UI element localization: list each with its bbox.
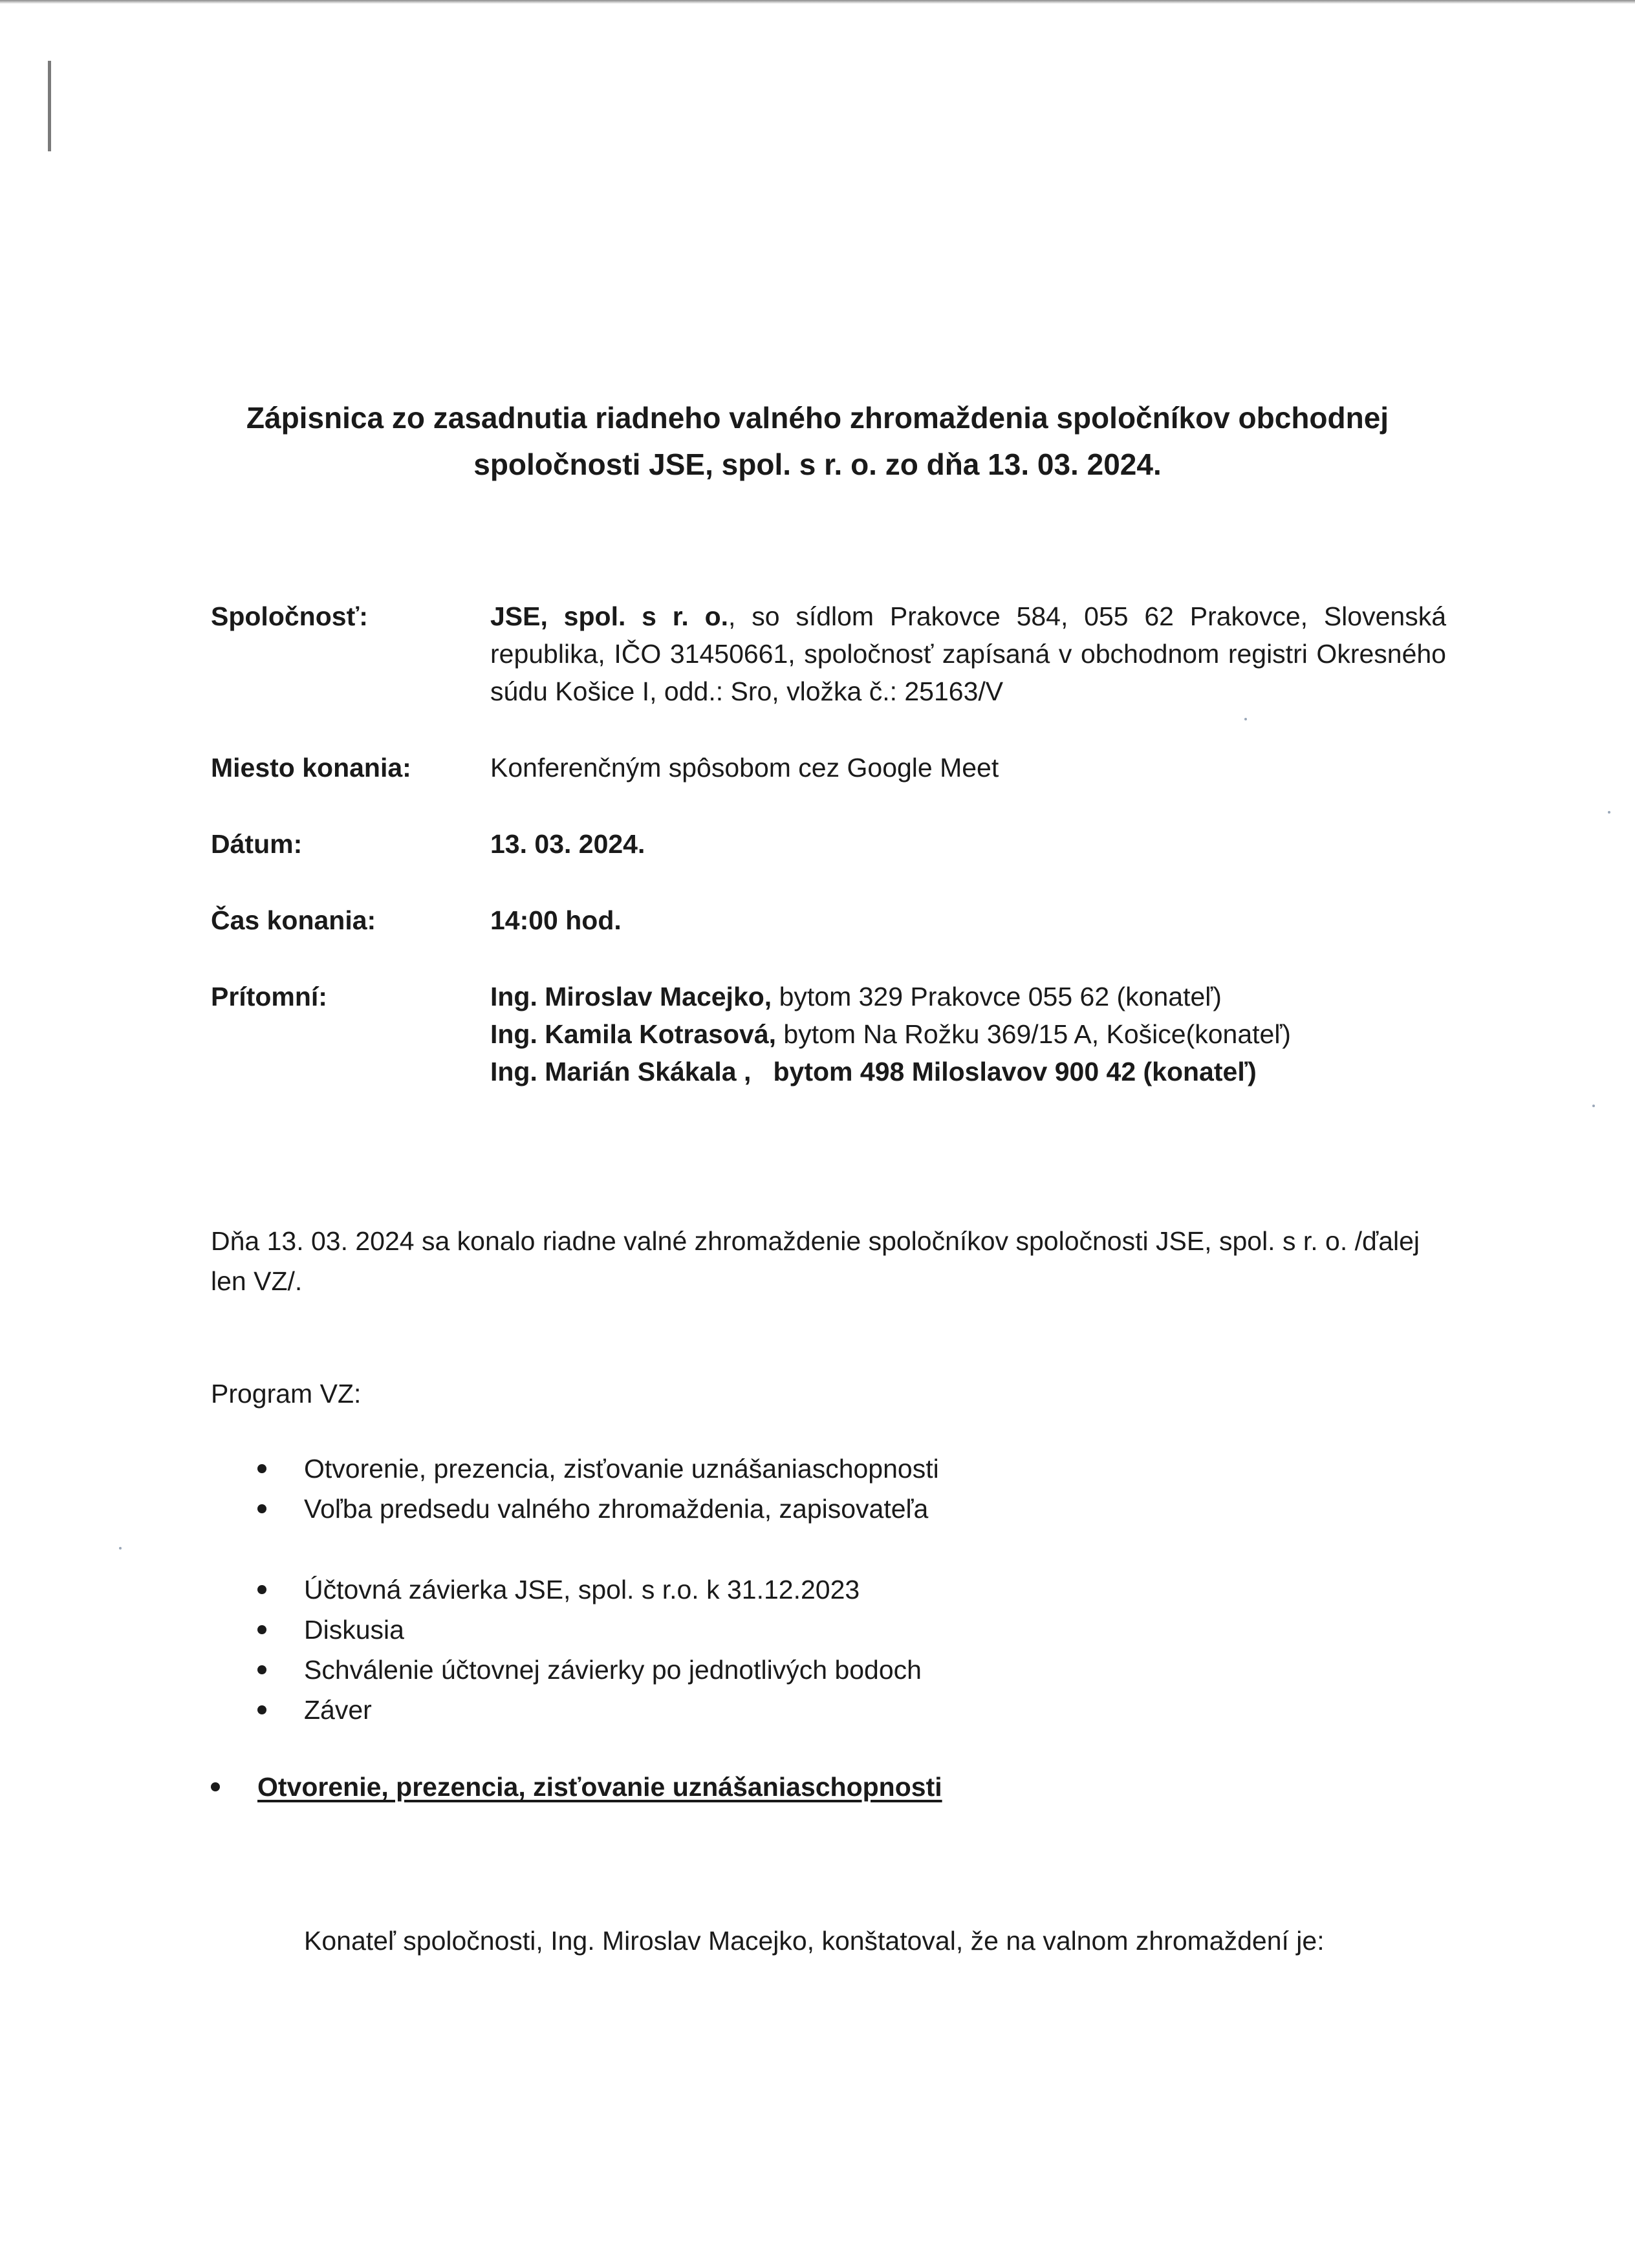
info-row-place [211,749,1446,786]
attendee-name: Ing. Miroslav Macejko, [490,982,772,1011]
program-item: Záver [252,1690,1416,1730]
attendee [490,1053,1446,1090]
program-item: Voľba predsedu valného zhromaždenia, zapisovateľa [252,1489,1416,1529]
title-line-2: spoločnosti JSE, spol. s r. o. zo dňa 13. 03. 2024. [473,448,1162,481]
attendee-name: Ing. Marián Skákala , [490,1057,752,1086]
attendees-label: Prítomní: [211,982,327,1011]
attendee [490,1015,1446,1053]
title-line-1: Zápisnica zo zasadnutia riadneho valného zhromaždenia spoločníkov obchodnej [246,401,1389,435]
company-name: JSE, spol. s r. o. [490,601,729,631]
program-item: Schválenie účtovnej závierky po jednotlivých bodoch [252,1650,1416,1690]
place-value: Konferenčným spôsobom cez Google Meet [490,753,999,783]
program-item: Diskusia [252,1610,1416,1650]
scan-speck [119,1547,122,1550]
attendee-name: Ing. Kamila Kotrasová, [490,1019,777,1049]
company-label: Spoločnosť: [211,601,368,631]
section-1-heading [211,1767,942,1807]
attendee-details: bytom 329 Prakovce 055 62 (konateľ) [772,982,1222,1011]
attendee [490,978,1446,1015]
time-label: Čas konania: [211,905,376,935]
scan-edge [0,0,1635,4]
scan-speck [1592,1105,1595,1107]
attendee-details: bytom Na Rožku 369/15 A, Košice(konateľ) [776,1019,1291,1049]
section-1-text: Konateľ spoločnosti, Ing. Miroslav Macejko, konštatoval, že na valnom zhromaždení je: [304,1926,1325,1956]
program-item: Účtovná závierka JSE, spol. s r.o. k 31.12.2023 [252,1570,1416,1610]
attendees-list [490,978,1446,1090]
scan-speck [1608,811,1610,814]
document-title [168,394,1467,488]
attendee-details: bytom 498 Miloslavov 900 42 (konateľ) [751,1057,1257,1086]
meeting-info-table [211,598,1446,1090]
time-value: 14:00 hod. [490,905,622,935]
scan-mark [48,61,51,151]
info-row-time [211,902,1446,939]
program-list-a [252,1449,1416,1529]
info-row-date [211,825,1446,863]
date-label: Dátum: [211,829,303,859]
date-value: 13. 03. 2024. [490,829,645,859]
intro-paragraph: Dňa 13. 03. 2024 sa konalo riadne valné zhromaždenie spoločníkov spoločnosti JSE, spol. s r. o. /ďalej len VZ/. [211,1226,1420,1296]
program-heading: Program VZ: [211,1379,362,1409]
section-1-heading-text: Otvorenie, prezencia, zisťovanie uznášaniaschopnosti [257,1772,942,1802]
company-details: , so sídlom Prakovce 584, 055 62 Prakovce, Slovenská republika, IČO 31450661, spoločnosť zapísaná v obchodnom registri Okresného súdu Košice I, odd.: Sro, vložka č.: 25163/V [490,601,1446,706]
info-row-company [211,598,1446,710]
place-label: Miesto konania: [211,753,411,783]
company-value [490,598,1446,710]
program-item: Otvorenie, prezencia, zisťovanie uznášaniaschopnosti [252,1449,1416,1489]
info-row-attendees [211,978,1446,1090]
program-list-b [252,1570,1416,1730]
